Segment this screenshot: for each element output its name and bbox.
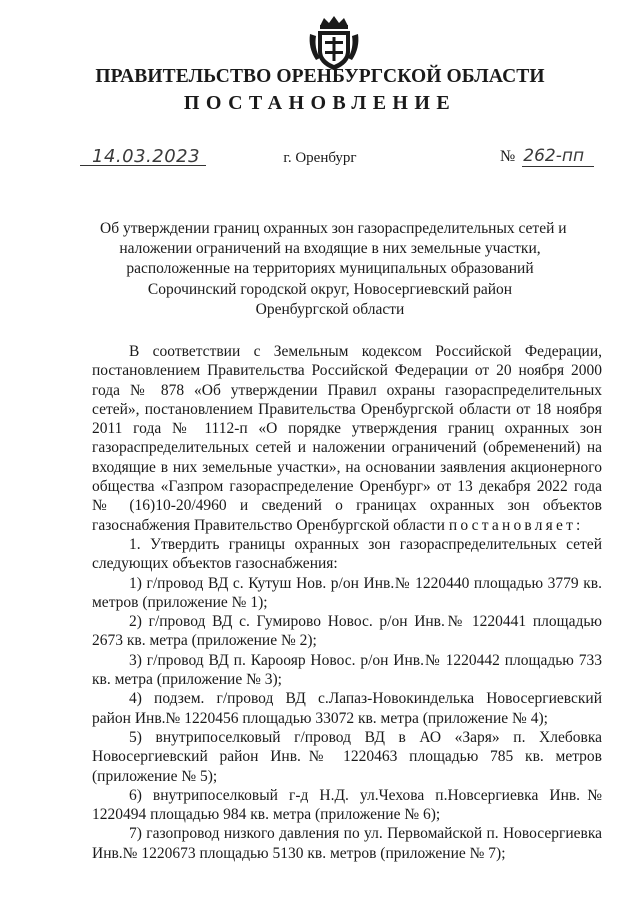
preamble-text: В соответствии с Земельным кодексом Российской Федерации, постановлением Правительства Российской Федерации от 20 ноября 2000 года № 878 «Об утверждении Правил охраны газораспределительных сетей», постановлением Правительства Оренбургской области от 18 ноября 2011 года № 1112-п «О порядке утверждения границ охранных зон газораспределительных сетей и наложении ограничений (обременений) на входящие в них земельные участки», на основании заявления акционерного общества «Газпром газораспределение Оренбург» от 13 декабря 2022 года № (16)10-20/4960 и сведений о границах охранных зон объектов газоснабжения Правительство Оренбургской области bbox=[92, 343, 602, 534]
subject-line: Оренбургской области bbox=[255, 300, 405, 318]
resolves-word: постановляет: bbox=[448, 516, 584, 534]
list-item: 3) г/провод ВД п. Кароояр Новос. р/он Инв.№ 1220442 площадью 733 кв. метра (приложение № 3); bbox=[92, 651, 602, 689]
subject-line: наложении ограничений на входящие в них земельные участки, bbox=[119, 240, 541, 258]
government-title: ПРАВИТЕЛЬСТВО ОРЕНБУРГСКОЙ ОБЛАСТИ bbox=[95, 66, 545, 87]
clause-1: 1. Утвердить границы охранных зон газораспределительных сетей следующих объектов газоснабжения: bbox=[92, 535, 602, 573]
coat-of-arms-icon bbox=[306, 14, 362, 72]
list-item: 4) подзем. г/провод ВД с.Лапаз-Новокинделька Новосергиевский район Инв.№ 1220456 площадью 33072 кв. метра (приложение № 4); bbox=[92, 690, 602, 727]
document-number bbox=[500, 146, 584, 166]
number-underline bbox=[522, 166, 594, 167]
document-type: ПОСТАНОВЛЕНИЕ bbox=[183, 92, 457, 114]
number-value: 262-пп bbox=[523, 146, 585, 166]
subject-line: расположенные на территориях муниципальных образований bbox=[126, 260, 534, 278]
subject-line: Об утверждении границ охранных зон газораспределительных сетей и bbox=[100, 220, 567, 237]
list-item: 1) г/провод ВД с. Кутуш Нов. р/он Инв.№ 1220440 площадью 3779 кв. метров (приложение № 1); bbox=[92, 574, 602, 611]
list-item: 5) внутрипоселковый г/провод ВД в АО «Заря» п. Хлебовка Новосергиевский район Инв.№ 1220463 площадью 785 кв. метров (приложение № 5); bbox=[92, 728, 602, 785]
list-item: 6) внутрипоселковый г-д Н.Д. ул.Чехова п.Новсергиевка Инв.№ 1220494 площадью 984 кв. метра (приложение № 6); bbox=[92, 786, 602, 824]
number-label: № bbox=[500, 148, 516, 165]
document-subject bbox=[100, 219, 567, 320]
list-item: 2) г/провод ВД с. Гумирово Новос. р/он Инв.№ 1220441 площадью 2673 кв. метра (приложение № 2); bbox=[92, 613, 602, 650]
document-city: г. Оренбург bbox=[283, 150, 357, 166]
date-value: 14.03.2023 bbox=[92, 146, 201, 167]
document-body bbox=[92, 342, 602, 863]
subject-line: Сорочинский городской округ, Новосергиевский район bbox=[147, 280, 513, 298]
preamble-paragraph bbox=[92, 342, 602, 535]
list-item: 7) газопровод низкого давления по ул. Первомайской п. Новосергиевка Инв.№ 1220673 площадью 5130 кв. метров (приложение № 7); bbox=[92, 825, 602, 862]
